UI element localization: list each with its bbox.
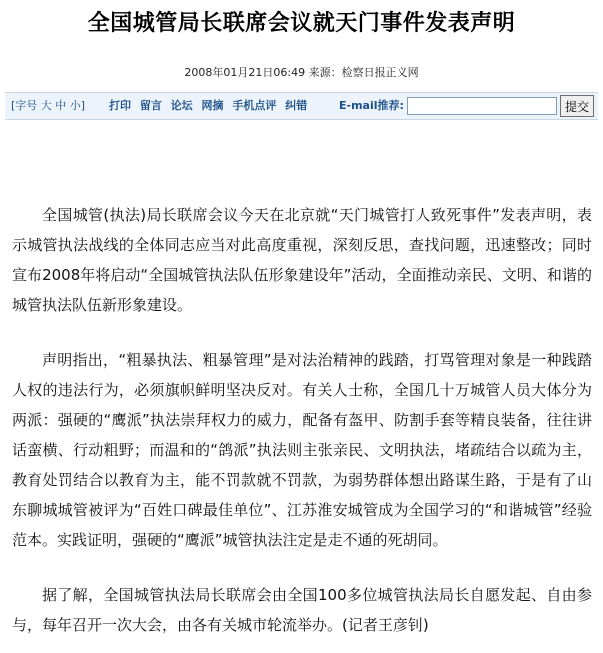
message-link[interactable]: 留言 bbox=[139, 99, 162, 112]
font-size-controls bbox=[11, 93, 85, 119]
correction-link[interactable]: 纠错 bbox=[285, 99, 308, 112]
article-paragraph: 全国城管(执法)局长联席会议今天在北京就“天门城管打人致死事件”发表声明，表示城管执法战线的全体同志应当对此高度重视，深刻反思，查找问题，迅速整改；同时宣布2008年将启动“全国城管执法队伍形象建设年”活动，全面推动亲民、文明、和谐的城管执法队伍新形象建设。 bbox=[12, 206, 592, 314]
font-size-small-link[interactable]: 小 bbox=[69, 99, 81, 112]
article-toolbar bbox=[5, 92, 598, 120]
font-size-label: [字号 bbox=[11, 99, 38, 112]
toolbar-links bbox=[109, 93, 307, 119]
article-meta: 2008年01月21日06:49 来源：检察日报正义网 bbox=[184, 66, 419, 79]
article-paragraph: 声明指出，“粗暴执法、粗暴管理”是对法治精神的践踏，打骂管理对象是一种践踏人权的违法行为，必须旗帜鲜明坚决反对。有关人士称，全国几十万城管人员大体分为两派：强硬的“鹰派”执法崇拜权力的威力，配备有盔甲、防割手套等精良装备，往往讲话蛮横、行动粗野；而温和的“鸽派”执法则主张亲民、文明执法，堵疏结合以疏为主，教育处罚结合以教育为主，能不罚款就不罚款，为弱势群体想出路谋生路，于是有了山东聊城城管被评为“百姓口碑最佳单位”、江苏淮安城管成为全国学习的“和谐城管”经验范本。实践证明，强硬的“鹰派”城管执法注定是走不通的死胡同。 bbox=[12, 351, 592, 549]
excerpt-link[interactable]: 网摘 bbox=[201, 99, 224, 112]
font-size-close-bracket: ] bbox=[80, 99, 86, 112]
font-size-large-link[interactable]: 大 bbox=[40, 99, 52, 112]
article-paragraph: 据了解，全国城管执法局长联席会由全国100多位城管执法局长自愿发起、自由参与，每年召开一次大会，由各有关城市轮流举办。(记者王彦钊) bbox=[12, 586, 592, 634]
article-title: 全国城管局长联席会议就天门事件发表声明 bbox=[87, 11, 516, 36]
print-link[interactable]: 打印 bbox=[109, 99, 131, 112]
mobile-review-link[interactable]: 手机点评 bbox=[232, 99, 277, 112]
font-size-medium-link[interactable]: 中 bbox=[55, 99, 67, 112]
article-body bbox=[12, 200, 592, 653]
email-recommend-label: E-mail推荐: bbox=[339, 99, 404, 112]
submit-button[interactable]: 提交 bbox=[560, 95, 594, 117]
forum-link[interactable]: 论坛 bbox=[170, 99, 193, 112]
email-input[interactable] bbox=[407, 97, 557, 115]
